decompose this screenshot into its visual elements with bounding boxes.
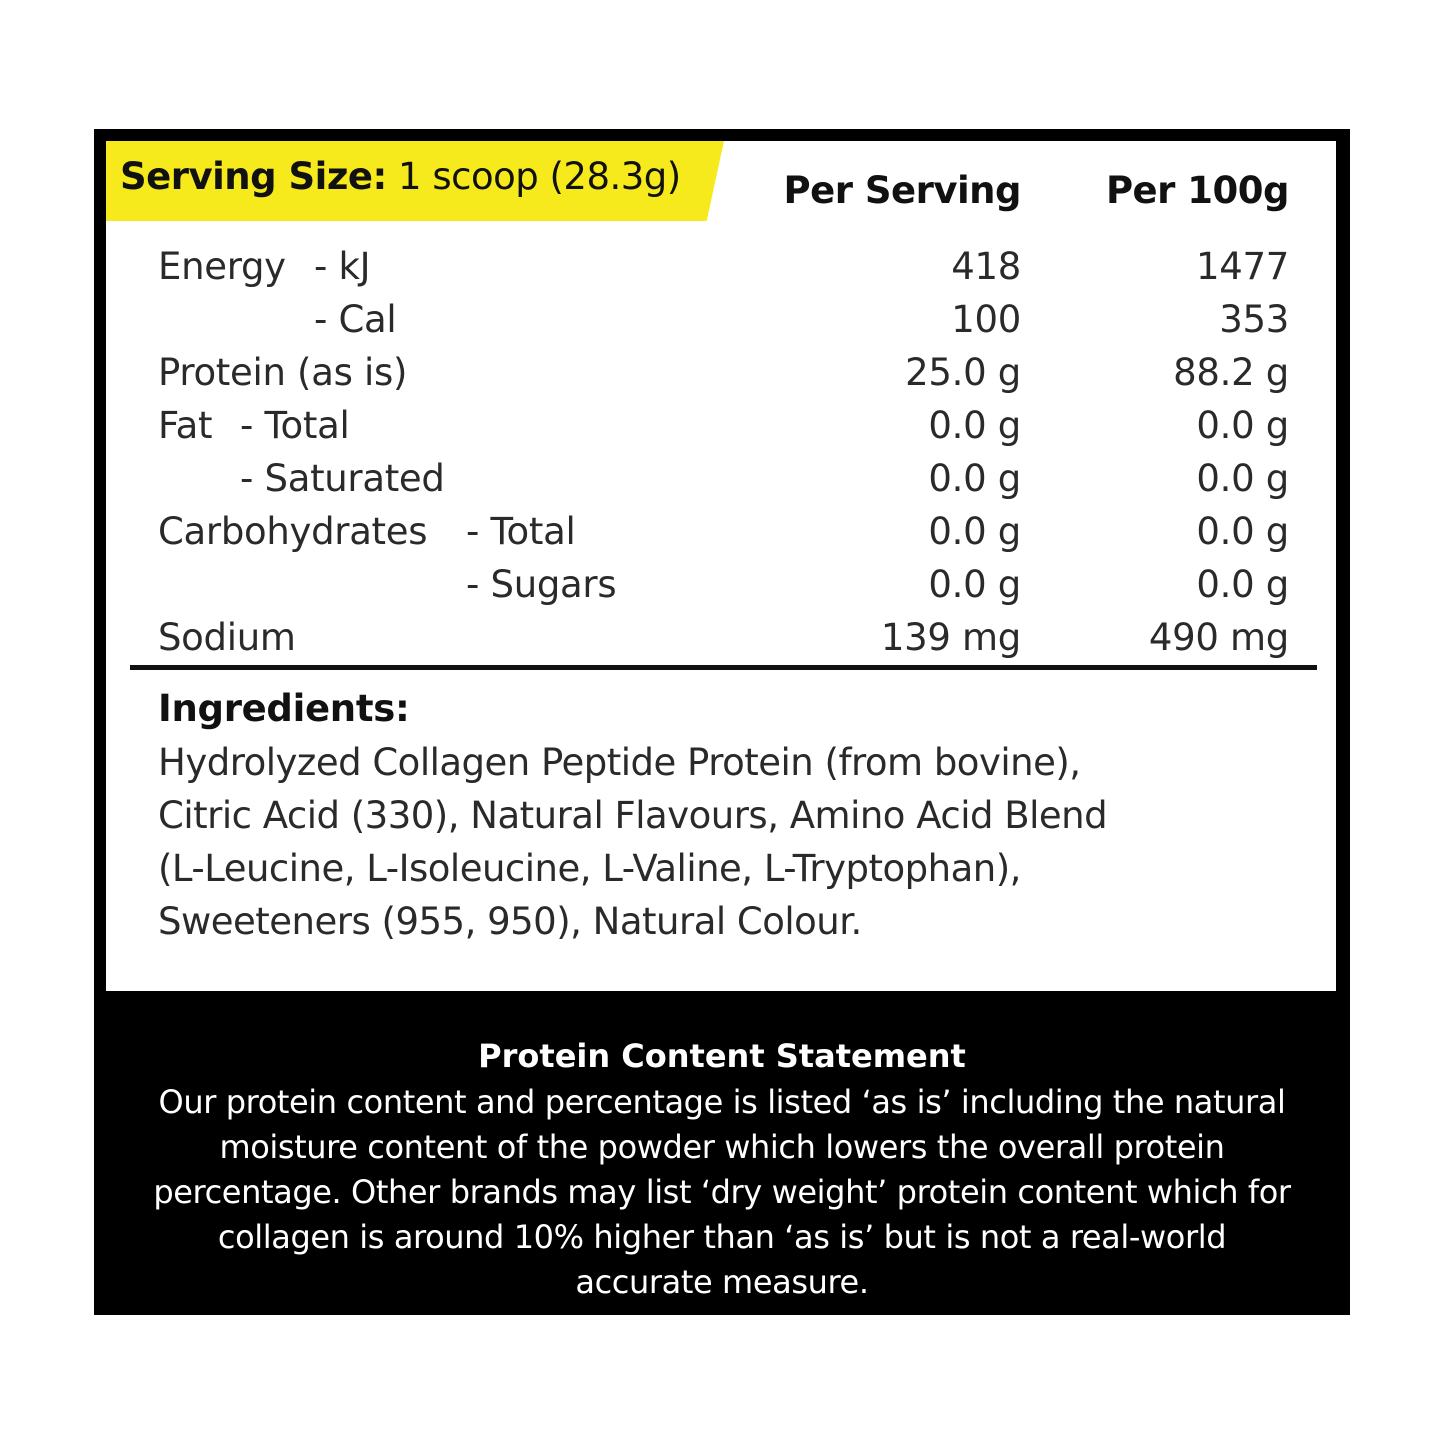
nutrient-sub: - kJ — [314, 245, 371, 288]
serving-size-value: 1 scoop (28.3g) — [386, 155, 681, 198]
nutrient-name: Protein (as is) — [158, 351, 408, 394]
per-100g-value: 490 mg — [1148, 616, 1289, 659]
nutrient-name: Energy — [158, 245, 286, 288]
nutrient-sub: - Total — [240, 404, 350, 447]
ingredients-title: Ingredients: — [158, 687, 410, 730]
column-header-per-100g: Per 100g — [1105, 169, 1289, 212]
nutrient-sub: - Saturated — [240, 457, 445, 500]
nutrition-facts-box — [106, 141, 1336, 991]
protein-statement-line: percentage. Other brands may list ‘dry weight’ protein content which for — [153, 1173, 1291, 1211]
per-serving-value: 139 mg — [880, 616, 1021, 659]
nutrient-sub: - Sugars — [466, 563, 617, 606]
per-serving-value: 0.0 g — [928, 457, 1021, 500]
nutrient-sub: - Total — [466, 510, 576, 553]
per-100g-value: 88.2 g — [1173, 351, 1289, 394]
per-100g-value: 1477 — [1196, 245, 1289, 288]
nutrient-name: Fat — [158, 404, 213, 447]
nutrient-row — [106, 563, 1336, 615]
ingredients-line: (L-Leucine, L-Isoleucine, L-Valine, L-Tryptophan), — [158, 847, 1021, 890]
nutrient-row — [106, 404, 1336, 456]
per-serving-value: 25.0 g — [905, 351, 1021, 394]
nutrient-row — [106, 298, 1336, 350]
protein-statement-line: collagen is around 10% higher than ‘as is’ but is not a real-world — [217, 1218, 1227, 1256]
nutrient-name: Sodium — [158, 616, 296, 659]
serving-size-label: Serving Size: — [120, 155, 387, 198]
nutrient-sub: - Cal — [314, 298, 397, 341]
nutrition-panel — [94, 129, 1350, 1315]
section-divider — [130, 665, 1317, 670]
ingredients-line: Sweeteners (955, 950), Natural Colour. — [158, 900, 862, 943]
protein-statement-line: moisture content of the powder which lowers the overall protein — [219, 1128, 1225, 1166]
nutrient-name: Carbohydrates — [158, 510, 428, 553]
nutrient-row — [106, 351, 1336, 403]
per-100g-value: 0.0 g — [1196, 563, 1289, 606]
serving-size — [120, 155, 681, 198]
protein-statement-line: accurate measure. — [575, 1263, 869, 1301]
ingredients-line: Citric Acid (330), Natural Flavours, Amino Acid Blend — [158, 794, 1108, 837]
nutrient-row — [106, 616, 1336, 668]
per-serving-value: 418 — [951, 245, 1021, 288]
per-100g-value: 0.0 g — [1196, 404, 1289, 447]
nutrient-row — [106, 457, 1336, 509]
per-serving-value: 0.0 g — [928, 404, 1021, 447]
nutrient-row — [106, 245, 1336, 297]
column-header-per-serving: Per Serving — [783, 169, 1021, 212]
per-100g-value: 0.0 g — [1196, 457, 1289, 500]
protein-statement-title: Protein Content Statement — [478, 1037, 966, 1075]
protein-statement-line: Our protein content and percentage is listed ‘as is’ including the natural — [158, 1083, 1286, 1121]
ingredients-line: Hydrolyzed Collagen Peptide Protein (from bovine), — [158, 741, 1081, 784]
per-100g-value: 353 — [1219, 298, 1289, 341]
per-serving-value: 100 — [951, 298, 1021, 341]
per-serving-value: 0.0 g — [928, 563, 1021, 606]
per-serving-value: 0.0 g — [928, 510, 1021, 553]
per-100g-value: 0.0 g — [1196, 510, 1289, 553]
nutrient-row — [106, 510, 1336, 562]
